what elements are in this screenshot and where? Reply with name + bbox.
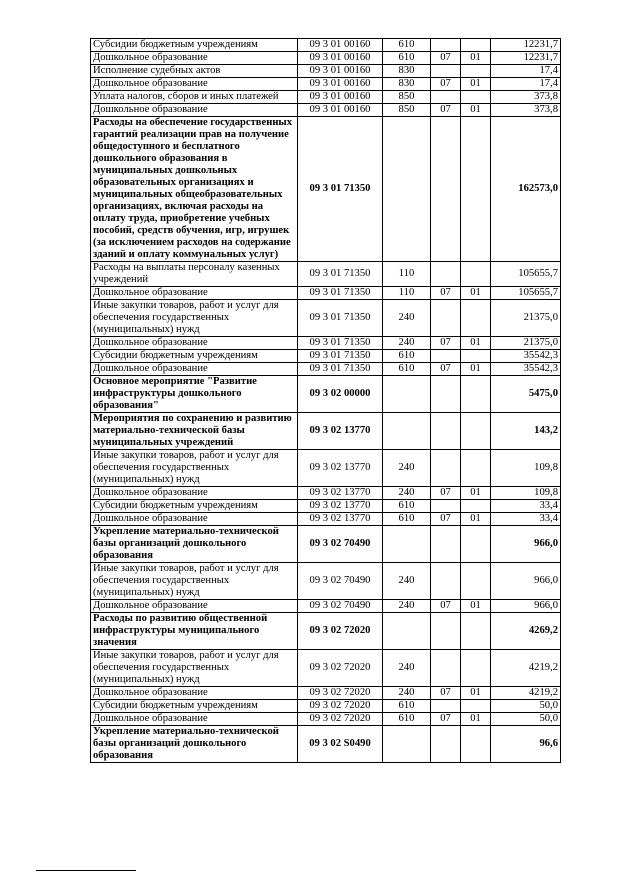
row-name: Дошкольное образование xyxy=(91,513,298,526)
row-amount: 5475,0 xyxy=(491,376,561,413)
row-subsection: 01 xyxy=(461,600,491,613)
row-target-code: 09 3 01 00160 xyxy=(298,52,383,65)
row-target-code: 09 3 02 13770 xyxy=(298,487,383,500)
row-subsection: 01 xyxy=(461,337,491,350)
row-target-code: 09 3 01 71350 xyxy=(298,337,383,350)
row-amount: 966,0 xyxy=(491,600,561,613)
row-subsection xyxy=(461,65,491,78)
row-name: Иные закупки товаров, работ и услуг для обеспечения государственных (муниципальных) нужд xyxy=(91,650,298,687)
row-amount: 50,0 xyxy=(491,713,561,726)
row-subsection xyxy=(461,700,491,713)
row-section xyxy=(431,613,461,650)
row-name: Субсидии бюджетным учреждениям xyxy=(91,700,298,713)
row-section xyxy=(431,650,461,687)
table-row xyxy=(91,117,561,262)
table-row xyxy=(91,363,561,376)
row-expense-type: 830 xyxy=(383,65,431,78)
row-section: 07 xyxy=(431,104,461,117)
row-amount: 373,8 xyxy=(491,104,561,117)
budget-table-body xyxy=(91,39,561,763)
row-name: Дошкольное образование xyxy=(91,78,298,91)
row-amount: 12231,7 xyxy=(491,52,561,65)
row-name: Укрепление материально-технической базы организаций дошкольного образования xyxy=(91,726,298,763)
row-section: 07 xyxy=(431,687,461,700)
row-target-code: 09 3 01 71350 xyxy=(298,363,383,376)
row-amount: 17,4 xyxy=(491,78,561,91)
row-subsection: 01 xyxy=(461,713,491,726)
budget-document xyxy=(90,38,560,763)
row-expense-type xyxy=(383,613,431,650)
row-expense-type xyxy=(383,376,431,413)
row-target-code: 09 3 01 00160 xyxy=(298,65,383,78)
row-target-code: 09 3 02 70490 xyxy=(298,600,383,613)
row-target-code: 09 3 01 71350 xyxy=(298,350,383,363)
row-subsection: 01 xyxy=(461,487,491,500)
row-target-code: 09 3 02 70490 xyxy=(298,563,383,600)
row-section: 07 xyxy=(431,363,461,376)
row-target-code: 09 3 02 70490 xyxy=(298,526,383,563)
row-expense-type: 610 xyxy=(383,713,431,726)
row-expense-type: 240 xyxy=(383,563,431,600)
row-expense-type: 610 xyxy=(383,513,431,526)
table-row xyxy=(91,91,561,104)
row-name: Дошкольное образование xyxy=(91,363,298,376)
row-amount: 4219,2 xyxy=(491,650,561,687)
row-section: 07 xyxy=(431,78,461,91)
row-name: Дошкольное образование xyxy=(91,287,298,300)
table-row xyxy=(91,78,561,91)
row-section xyxy=(431,262,461,287)
row-subsection xyxy=(461,350,491,363)
budget-table xyxy=(90,38,561,763)
row-section: 07 xyxy=(431,487,461,500)
table-row xyxy=(91,713,561,726)
row-target-code: 09 3 02 72020 xyxy=(298,650,383,687)
table-row xyxy=(91,300,561,337)
row-amount: 105655,7 xyxy=(491,262,561,287)
table-row xyxy=(91,613,561,650)
table-row xyxy=(91,262,561,287)
row-section xyxy=(431,500,461,513)
row-name: Исполнение судебных актов xyxy=(91,65,298,78)
row-subsection xyxy=(461,500,491,513)
row-subsection xyxy=(461,413,491,450)
table-row xyxy=(91,104,561,117)
table-row xyxy=(91,687,561,700)
row-subsection xyxy=(461,262,491,287)
table-row xyxy=(91,65,561,78)
table-row xyxy=(91,513,561,526)
row-target-code: 09 3 02 72020 xyxy=(298,613,383,650)
row-amount: 966,0 xyxy=(491,526,561,563)
row-section xyxy=(431,563,461,600)
row-name: Субсидии бюджетным учреждениям xyxy=(91,350,298,363)
row-subsection xyxy=(461,376,491,413)
row-name: Иные закупки товаров, работ и услуг для обеспечения государственных (муниципальных) нужд xyxy=(91,450,298,487)
row-target-code: 09 3 01 00160 xyxy=(298,39,383,52)
row-target-code: 09 3 02 72020 xyxy=(298,713,383,726)
row-subsection xyxy=(461,650,491,687)
row-name: Иные закупки товаров, работ и услуг для обеспечения государственных (муниципальных) нужд xyxy=(91,563,298,600)
row-target-code: 09 3 02 00000 xyxy=(298,376,383,413)
row-section xyxy=(431,39,461,52)
row-subsection: 01 xyxy=(461,287,491,300)
row-amount: 35542,3 xyxy=(491,350,561,363)
row-expense-type: 610 xyxy=(383,363,431,376)
row-target-code: 09 3 02 13770 xyxy=(298,450,383,487)
row-subsection xyxy=(461,39,491,52)
row-name: Расходы на выплаты персоналу казенных учреждений xyxy=(91,262,298,287)
row-section: 07 xyxy=(431,337,461,350)
row-section xyxy=(431,376,461,413)
row-subsection: 01 xyxy=(461,78,491,91)
row-subsection: 01 xyxy=(461,363,491,376)
row-expense-type xyxy=(383,526,431,563)
table-row xyxy=(91,376,561,413)
row-expense-type: 850 xyxy=(383,91,431,104)
footnote-separator xyxy=(36,870,136,871)
row-name: Основное мероприятие "Развитие инфраструктуры дошкольного образования" xyxy=(91,376,298,413)
row-target-code: 09 3 02 13770 xyxy=(298,413,383,450)
row-section xyxy=(431,300,461,337)
row-amount: 105655,7 xyxy=(491,287,561,300)
table-row xyxy=(91,600,561,613)
row-target-code: 09 3 01 71350 xyxy=(298,117,383,262)
row-name: Мероприятия по сохранению и развитию материально-технической базы муниципальных учреждений xyxy=(91,413,298,450)
table-row xyxy=(91,700,561,713)
row-amount: 17,4 xyxy=(491,65,561,78)
row-name: Дошкольное образование xyxy=(91,713,298,726)
row-section xyxy=(431,117,461,262)
row-section xyxy=(431,350,461,363)
row-expense-type: 610 xyxy=(383,52,431,65)
row-target-code: 09 3 01 71350 xyxy=(298,287,383,300)
row-subsection xyxy=(461,117,491,262)
row-amount: 35542,3 xyxy=(491,363,561,376)
row-target-code: 09 3 01 00160 xyxy=(298,91,383,104)
row-expense-type: 110 xyxy=(383,287,431,300)
row-section: 07 xyxy=(431,513,461,526)
row-target-code: 09 3 01 71350 xyxy=(298,262,383,287)
row-amount: 4219,2 xyxy=(491,687,561,700)
table-row xyxy=(91,526,561,563)
row-section xyxy=(431,413,461,450)
row-target-code: 09 3 02 72020 xyxy=(298,700,383,713)
row-subsection xyxy=(461,526,491,563)
row-section: 07 xyxy=(431,287,461,300)
row-amount: 162573,0 xyxy=(491,117,561,262)
row-target-code: 09 3 02 S0490 xyxy=(298,726,383,763)
row-section: 07 xyxy=(431,713,461,726)
row-amount: 21375,0 xyxy=(491,300,561,337)
row-subsection: 01 xyxy=(461,104,491,117)
row-name: Дошкольное образование xyxy=(91,337,298,350)
table-row xyxy=(91,650,561,687)
row-name: Расходы на обеспечение государственных гарантий реализации прав на получение общедоступного и бесплатного дошкольного образования в муниципальных дошкольных образовательных организациях и муниципальных общеобразовательных организациях, включая расходы на оплату труда, приобретение учебных пособий, средств обучения, игр, игрушек (за исключением расходов на содержание зданий и оплату коммунальных услуг) xyxy=(91,117,298,262)
row-section xyxy=(431,526,461,563)
row-expense-type: 610 xyxy=(383,39,431,52)
row-name: Укрепление материально-технической базы организаций дошкольного образования xyxy=(91,526,298,563)
row-name: Дошкольное образование xyxy=(91,52,298,65)
row-expense-type: 240 xyxy=(383,337,431,350)
table-row xyxy=(91,350,561,363)
row-amount: 966,0 xyxy=(491,563,561,600)
row-section xyxy=(431,450,461,487)
row-expense-type: 610 xyxy=(383,500,431,513)
row-subsection: 01 xyxy=(461,687,491,700)
row-expense-type: 110 xyxy=(383,262,431,287)
row-target-code: 09 3 02 13770 xyxy=(298,500,383,513)
table-row xyxy=(91,39,561,52)
row-target-code: 09 3 01 71350 xyxy=(298,300,383,337)
row-expense-type: 850 xyxy=(383,104,431,117)
table-row xyxy=(91,487,561,500)
row-name: Субсидии бюджетным учреждениям xyxy=(91,500,298,513)
row-section xyxy=(431,700,461,713)
row-name: Уплата налогов, сборов и иных платежей xyxy=(91,91,298,104)
row-section xyxy=(431,726,461,763)
row-amount: 96,6 xyxy=(491,726,561,763)
row-target-code: 09 3 01 00160 xyxy=(298,78,383,91)
row-expense-type xyxy=(383,726,431,763)
row-name: Расходы по развитию общественной инфраструктуры муниципального значения xyxy=(91,613,298,650)
table-row xyxy=(91,287,561,300)
row-amount: 33,4 xyxy=(491,513,561,526)
table-row xyxy=(91,52,561,65)
row-target-code: 09 3 02 72020 xyxy=(298,687,383,700)
row-amount: 12231,7 xyxy=(491,39,561,52)
row-subsection: 01 xyxy=(461,513,491,526)
table-row xyxy=(91,450,561,487)
row-expense-type: 240 xyxy=(383,650,431,687)
row-amount: 109,8 xyxy=(491,450,561,487)
row-section xyxy=(431,91,461,104)
row-amount: 50,0 xyxy=(491,700,561,713)
row-expense-type xyxy=(383,117,431,262)
row-amount: 33,4 xyxy=(491,500,561,513)
table-row xyxy=(91,337,561,350)
row-name: Дошкольное образование xyxy=(91,687,298,700)
row-target-code: 09 3 02 13770 xyxy=(298,513,383,526)
row-amount: 373,8 xyxy=(491,91,561,104)
row-name: Дошкольное образование xyxy=(91,600,298,613)
row-subsection xyxy=(461,613,491,650)
row-name: Дошкольное образование xyxy=(91,487,298,500)
row-amount: 4269,2 xyxy=(491,613,561,650)
row-subsection xyxy=(461,91,491,104)
row-expense-type: 610 xyxy=(383,350,431,363)
row-amount: 109,8 xyxy=(491,487,561,500)
row-amount: 21375,0 xyxy=(491,337,561,350)
row-subsection: 01 xyxy=(461,52,491,65)
row-expense-type: 240 xyxy=(383,487,431,500)
row-expense-type: 240 xyxy=(383,687,431,700)
row-expense-type: 240 xyxy=(383,300,431,337)
table-row xyxy=(91,726,561,763)
row-section: 07 xyxy=(431,600,461,613)
row-expense-type: 610 xyxy=(383,700,431,713)
row-subsection xyxy=(461,300,491,337)
row-expense-type xyxy=(383,413,431,450)
table-row xyxy=(91,413,561,450)
row-section xyxy=(431,65,461,78)
row-subsection xyxy=(461,563,491,600)
table-row xyxy=(91,500,561,513)
row-section: 07 xyxy=(431,52,461,65)
row-subsection xyxy=(461,450,491,487)
row-name: Субсидии бюджетным учреждениям xyxy=(91,39,298,52)
row-expense-type: 240 xyxy=(383,600,431,613)
row-name: Иные закупки товаров, работ и услуг для обеспечения государственных (муниципальных) нужд xyxy=(91,300,298,337)
row-expense-type: 240 xyxy=(383,450,431,487)
row-target-code: 09 3 01 00160 xyxy=(298,104,383,117)
row-expense-type: 830 xyxy=(383,78,431,91)
table-row xyxy=(91,563,561,600)
row-amount: 143,2 xyxy=(491,413,561,450)
row-name: Дошкольное образование xyxy=(91,104,298,117)
row-subsection xyxy=(461,726,491,763)
